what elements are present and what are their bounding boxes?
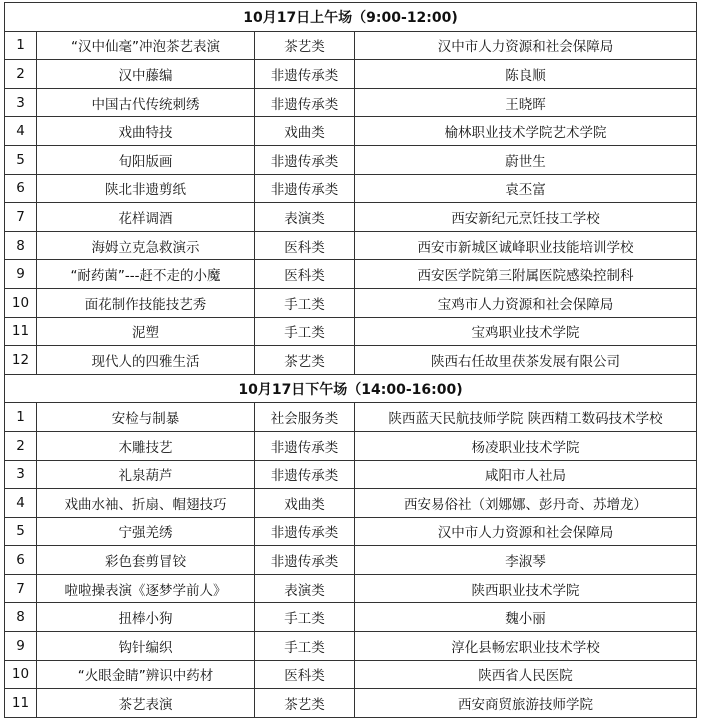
program-category: 非遗传承类 — [255, 60, 355, 89]
table-row — [5, 88, 697, 117]
row-number: 4 — [5, 489, 37, 518]
program-organization: 陕西蓝天民航技师学院 陕西精工数码技术学校 — [355, 403, 697, 432]
program-name: 现代人的四雅生活 — [37, 346, 255, 375]
row-number: 6 — [5, 174, 37, 203]
table-row — [5, 517, 697, 546]
program-category: 非遗传承类 — [255, 145, 355, 174]
program-organization: 陕西职业技术学院 — [355, 574, 697, 603]
program-category: 非遗传承类 — [255, 174, 355, 203]
program-organization: 西安医学院第三附属医院感染控制科 — [355, 260, 697, 289]
table-row — [5, 660, 697, 689]
row-number: 10 — [5, 288, 37, 317]
program-organization: 袁丕富 — [355, 174, 697, 203]
table-row — [5, 31, 697, 60]
program-name: 泥塑 — [37, 317, 255, 346]
row-number: 11 — [5, 689, 37, 718]
table-row — [5, 288, 697, 317]
session-title: 10月17日上午场（9:00-12:00) — [5, 3, 697, 32]
program-category: 医科类 — [255, 660, 355, 689]
program-category: 戏曲类 — [255, 489, 355, 518]
table-row — [5, 603, 697, 632]
row-number: 7 — [5, 574, 37, 603]
program-name: 宁强羌绣 — [37, 517, 255, 546]
table-row — [5, 403, 697, 432]
program-organization: 西安市新城区诚峰职业技能培训学校 — [355, 231, 697, 260]
row-number: 11 — [5, 317, 37, 346]
row-number: 2 — [5, 431, 37, 460]
program-category: 非遗传承类 — [255, 431, 355, 460]
program-category: 非遗传承类 — [255, 546, 355, 575]
program-name: 啦啦操表演《逐梦学前人》 — [37, 574, 255, 603]
program-name: 戏曲特技 — [37, 117, 255, 146]
table-row — [5, 174, 697, 203]
program-name: 汉中藤编 — [37, 60, 255, 89]
session-title: 10月17日下午场（14:00-16:00) — [5, 374, 697, 403]
program-organization: 杨凌职业技术学院 — [355, 431, 697, 460]
program-organization: 汉中市人力资源和社会保障局 — [355, 31, 697, 60]
program-name: 安检与制暴 — [37, 403, 255, 432]
program-category: 手工类 — [255, 632, 355, 661]
table-row — [5, 546, 697, 575]
table-row — [5, 460, 697, 489]
program-category: 表演类 — [255, 203, 355, 232]
row-number: 1 — [5, 31, 37, 60]
table-row — [5, 117, 697, 146]
table-row — [5, 60, 697, 89]
program-organization: 王晓晖 — [355, 88, 697, 117]
program-organization: 魏小丽 — [355, 603, 697, 632]
table-row — [5, 145, 697, 174]
program-category: 表演类 — [255, 574, 355, 603]
table-row — [5, 574, 697, 603]
program-category: 社会服务类 — [255, 403, 355, 432]
row-number: 8 — [5, 231, 37, 260]
row-number: 7 — [5, 203, 37, 232]
program-name: 花样调酒 — [37, 203, 255, 232]
program-organization: 榆林职业技术学院艺术学院 — [355, 117, 697, 146]
table-row — [5, 317, 697, 346]
row-number: 4 — [5, 117, 37, 146]
schedule-body — [5, 3, 697, 718]
program-name: 陕北非遗剪纸 — [37, 174, 255, 203]
program-organization: 西安新纪元烹饪技工学校 — [355, 203, 697, 232]
row-number: 6 — [5, 546, 37, 575]
row-number: 5 — [5, 517, 37, 546]
program-organization: 蔚世生 — [355, 145, 697, 174]
program-organization: 陕西省人民医院 — [355, 660, 697, 689]
row-number: 10 — [5, 660, 37, 689]
row-number: 9 — [5, 260, 37, 289]
program-category: 手工类 — [255, 603, 355, 632]
table-row — [5, 260, 697, 289]
program-category: 非遗传承类 — [255, 88, 355, 117]
program-organization: 陈良顺 — [355, 60, 697, 89]
program-category: 手工类 — [255, 317, 355, 346]
program-name: 戏曲水袖、折扇、帽翅技巧 — [37, 489, 255, 518]
session-header-row — [5, 3, 697, 32]
program-category: 茶艺类 — [255, 31, 355, 60]
table-row — [5, 431, 697, 460]
program-category: 非遗传承类 — [255, 517, 355, 546]
program-name: 木雕技艺 — [37, 431, 255, 460]
program-name: 茶艺表演 — [37, 689, 255, 718]
program-organization: 汉中市人力资源和社会保障局 — [355, 517, 697, 546]
table-row — [5, 203, 697, 232]
program-organization: 宝鸡市人力资源和社会保障局 — [355, 288, 697, 317]
program-category: 茶艺类 — [255, 689, 355, 718]
table-row — [5, 689, 697, 718]
row-number: 3 — [5, 88, 37, 117]
program-category: 医科类 — [255, 231, 355, 260]
program-schedule-table — [4, 2, 697, 718]
program-category: 戏曲类 — [255, 117, 355, 146]
program-organization: 李淑琴 — [355, 546, 697, 575]
row-number: 8 — [5, 603, 37, 632]
program-name: 海姆立克急救演示 — [37, 231, 255, 260]
program-category: 手工类 — [255, 288, 355, 317]
program-name: “汉中仙毫”冲泡茶艺表演 — [37, 31, 255, 60]
row-number: 9 — [5, 632, 37, 661]
program-name: 彩色套剪冒铰 — [37, 546, 255, 575]
table-row — [5, 231, 697, 260]
row-number: 3 — [5, 460, 37, 489]
table-row — [5, 489, 697, 518]
program-organization: 西安易俗社（刘娜娜、彭丹奇、苏增龙） — [355, 489, 697, 518]
row-number: 5 — [5, 145, 37, 174]
row-number: 12 — [5, 346, 37, 375]
program-category: 医科类 — [255, 260, 355, 289]
program-organization: 淳化县畅宏职业技术学校 — [355, 632, 697, 661]
table-row — [5, 632, 697, 661]
session-header-row — [5, 374, 697, 403]
program-name: “耐药菌”---赶不走的小魔 — [37, 260, 255, 289]
row-number: 1 — [5, 403, 37, 432]
program-name: 中国古代传统刺绣 — [37, 88, 255, 117]
table-row — [5, 346, 697, 375]
row-number: 2 — [5, 60, 37, 89]
program-organization: 陕西右任故里茯茶发展有限公司 — [355, 346, 697, 375]
program-name: “火眼金睛”辨识中药材 — [37, 660, 255, 689]
program-name: 钩针编织 — [37, 632, 255, 661]
program-organization: 咸阳市人社局 — [355, 460, 697, 489]
program-organization: 宝鸡职业技术学院 — [355, 317, 697, 346]
program-category: 非遗传承类 — [255, 460, 355, 489]
program-organization: 西安商贸旅游技师学院 — [355, 689, 697, 718]
program-name: 旬阳版画 — [37, 145, 255, 174]
program-name: 扭棒小狗 — [37, 603, 255, 632]
program-category: 茶艺类 — [255, 346, 355, 375]
program-name: 礼泉葫芦 — [37, 460, 255, 489]
program-name: 面花制作技能技艺秀 — [37, 288, 255, 317]
